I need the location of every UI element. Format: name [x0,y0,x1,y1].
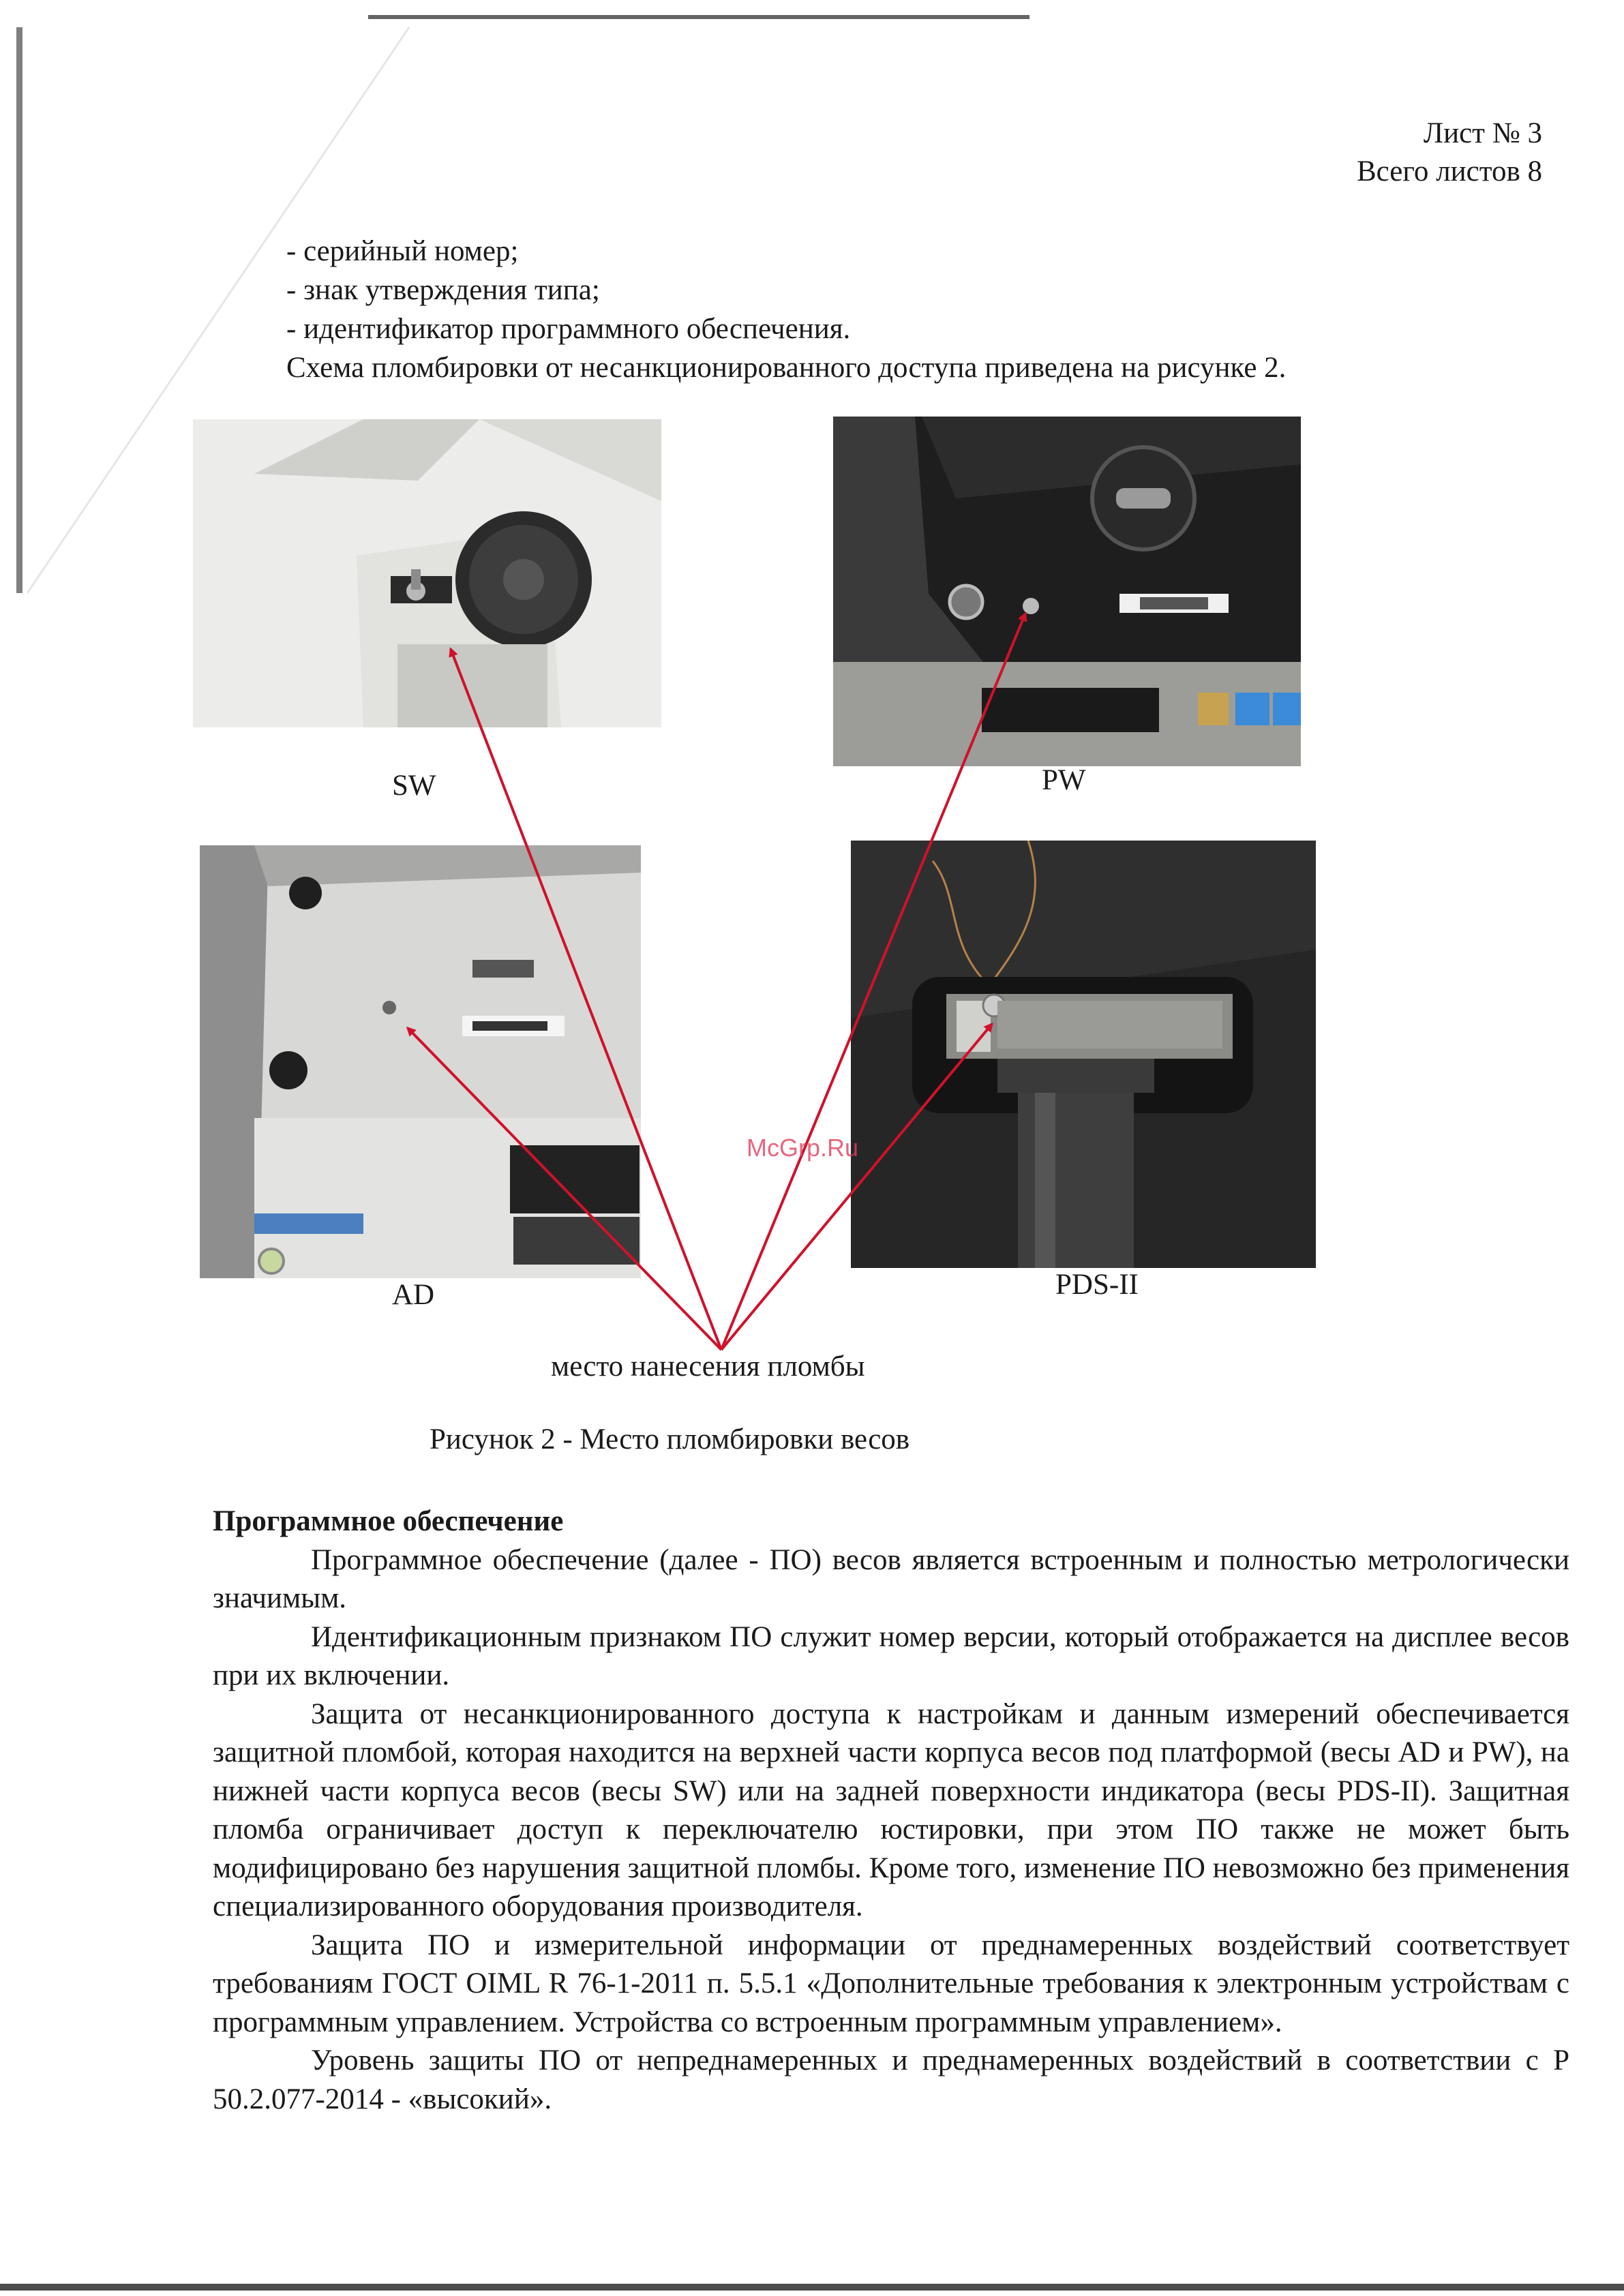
seal-place-label: место нанесения пломбы [551,1350,865,1383]
software-section [213,1502,1569,2119]
paragraph: Идентификационным признаком ПО служит номер версии, который отображается на дисплее весов при их включении. [213,1620,1569,1691]
total-sheets: Всего листов 8 [1356,155,1542,187]
sheet-header [1357,115,1542,191]
figure-caption: Рисунок 2 - Место пломбировки весов [430,1423,910,1455]
scan-edge-bottom [0,2284,1624,2291]
caption-pds-ii: PDS-II [1055,1269,1139,1301]
caption-sw: SW [392,770,436,802]
list-item: - идентификатор программного обеспечения. [286,313,851,345]
photo-sw-scale [193,419,661,727]
caption-pw: PW [1042,764,1086,796]
paragraph: Программное обеспечение (далее - ПО) весов является встроенным и полностью метрологически значимым. [213,1543,1569,1614]
paragraph: Защита от несанкционированного доступа к настройкам и данным измерений обеспечивается защитной пломбой, которая находится на верхней части корпуса весов под платформой (весы AD и PW), на нижней части корпуса весов (весы SW) или на задней поверхности индикатора (весы PDS-II). Защитная пломба ограничивает доступ к переключателю юстировки, при этом ПО также не может быть модифицировано без нарушения защитной пломбы. Кроме того, изменение ПО невозможно без применения специализированного оборудования производителя. [213,1697,1569,1922]
paragraph: Защита ПО и измерительной информации от преднамеренных воздействий соответствует требованиям ГОСТ OIML R 76-1-2011 п. 5.5.1 «Дополнительные требования к электронным устройствам с программным управлением. Устройства со встроенным программным управлением». [213,1929,1569,2038]
intro-list [286,232,1286,387]
scheme-sentence: Схема пломбировки от несанкционированного доступа приведена на рисунке 2. [286,352,1287,384]
list-item: - знак утверждения типа; [286,274,600,306]
caption-ad: AD [392,1279,435,1311]
scan-edge-left [16,27,22,593]
photo-pw-scale [833,417,1301,766]
section-heading: Программное обеспечение [213,1505,564,1537]
photo-ad-scale [200,845,641,1278]
list-item: - серийный номер; [286,235,519,267]
photo-pds-ii-indicator [851,841,1316,1268]
paragraph: Уровень защиты ПО от непреднамеренных и преднамеренных воздействий в соответствии с Р 50.2.077-2014 - «высокий». [213,2044,1569,2115]
watermark: McGrp.Ru [747,1134,859,1162]
scan-edge-top [368,15,1029,19]
sheet-number: Лист № 3 [1423,117,1542,149]
